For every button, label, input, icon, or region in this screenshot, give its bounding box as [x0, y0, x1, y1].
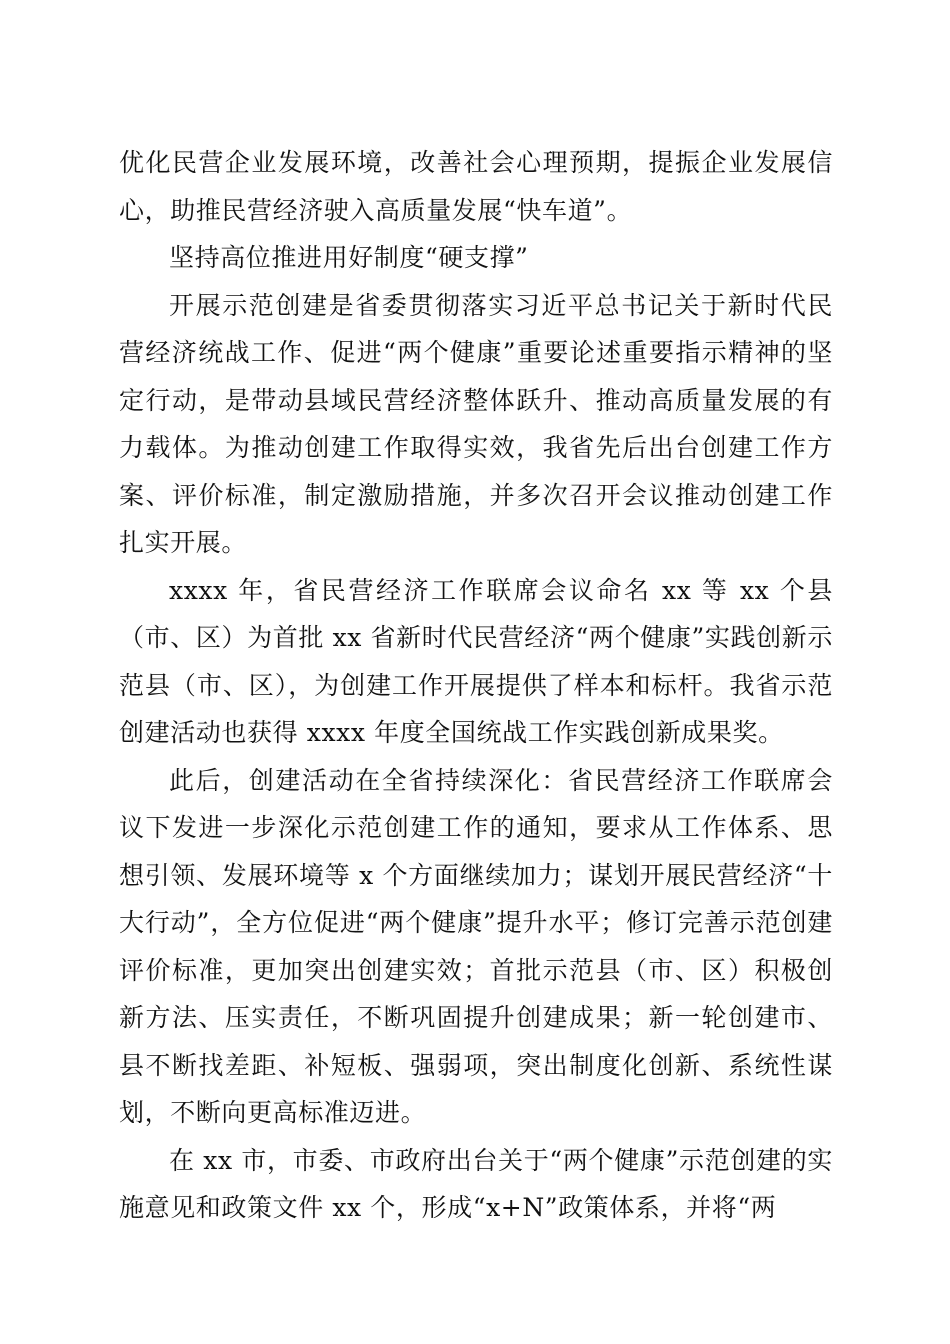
paragraph-intro-continuation: 优化民营企业发展环境，改善社会心理预期，提振企业发展信心，助推民营经济驶入高质量发展“快车道”。 [119, 148, 833, 225]
paragraph-continued-deepening: 此后，创建活动在全省持续深化：省民营经济工作联席会议下发进一步深化示范创建工作的通知，要求从工作体系、思想引领、发展环境等 x 个方面继续加力；谋划开展民营经济“十大行动”，全方位促进“两个健康”提升水平；修订完善示范创建评价标准，更加突出创建实效；首批示范县（市、区）积极创新方法、压实责任，不断巩固提升创建成果；新一轮创建市、县不断找差距、补短板、强弱项，突出制度化创新、系统性谋划，不断向更高标准迈进。 [119, 765, 833, 1127]
paragraph-demonstration-creation: 开展示范创建是省委贯彻落实习近平总书记关于新时代民营经济统战工作、促进“两个健康”重要论述重要指示精神的坚定行动，是带动县域民营经济整体跃升、推动高质量发展的有力载体。为推动创建工作取得实效，我省先后出台创建工作方案、评价标准，制定激励措施，并多次召开会议推动创建工作扎实开展。 [119, 290, 833, 557]
paragraph-first-batch-naming: xxxx 年，省民营经济工作联席会议命名 xx 等 xx 个县（市、区）为首批 xx 省新时代民营经济“两个健康”实践创新示范县（市、区），为创建工作开展提供了样本和标杆。我省示范创建活动也获得 xxxx 年度全国统战工作实践创新成果奖。 [119, 575, 833, 747]
section-heading: 坚持高位推进用好制度“硬支撑” [169, 243, 529, 272]
paragraph-city-policy: 在 xx 市，市委、市政府出台关于“两个健康”示范创建的实施意见和政策文件 xx 个，形成“x+N”政策体系，并将“两 [119, 1145, 833, 1222]
document-body [119, 139, 833, 1232]
